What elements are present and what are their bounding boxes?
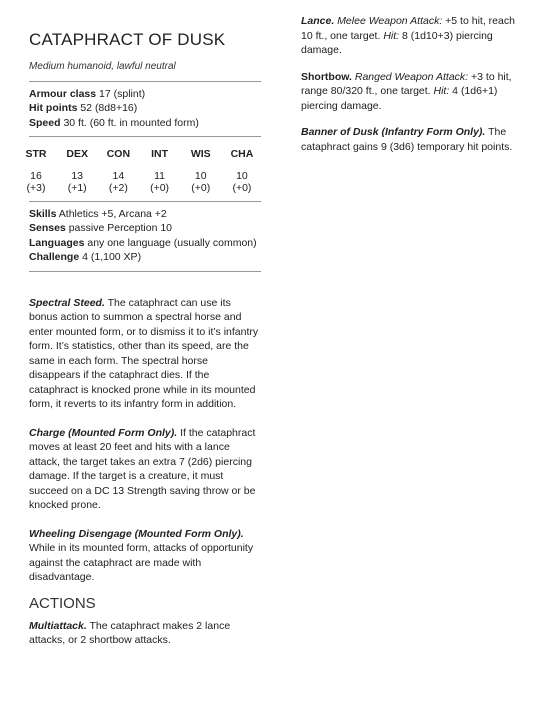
- creature-name: CATAPHRACT OF DUSK: [29, 30, 226, 49]
- secondary-properties: [29, 207, 261, 265]
- core-properties: [29, 87, 261, 131]
- ability-str: STR 16 (+3): [25, 148, 47, 194]
- property-challenge: Challenge 4 (1,100 XP): [29, 251, 142, 263]
- ability-scores: [17, 147, 261, 195]
- property-armour-class: Armour class 17 (splint): [29, 87, 146, 100]
- divider: [29, 81, 261, 82]
- trait-spectral-steed: Spectral Steed. The cataphract can use its bonus action to summon a spectral horse and enter mounted form, or to dismiss it to it’s infantry form. It’s statistics, other than its speed, are the same in each form. The spectral horse disappears if the cataphract dies. If the cataphract is knocked prone while in its mounted form, it reverts to its infantry form in addition.: [29, 296, 259, 410]
- property-senses: Senses passive Perception 10: [29, 222, 173, 234]
- ability-dex: DEX 13 (+1): [66, 148, 88, 194]
- ability-wis: WIS 10 (+0): [190, 148, 211, 194]
- left-column: [25, 24, 261, 662]
- trait-charge: Charge (Mounted Form Only). If the cataphract moves at least 20 feet and hits with a lance attack, the target takes an extra 7 (2d6) piercing damage. If the target is a creature, it must succeed on a DC 13 Strength saving throw or be knocked prone.: [29, 426, 256, 511]
- ability-con: CON 14 (+2): [106, 148, 131, 194]
- action-multiattack: Multiattack. The cataphract makes 2 lance attacks, or 2 shortbow attacks.: [29, 619, 231, 646]
- creature-meta: Medium humanoid, lawful neutral: [29, 61, 176, 72]
- property-languages: Languages any one language (usually common): [29, 236, 257, 249]
- action-shortbow: Shortbow. Ranged Weapon Attack: +3 to hit, range 80/320 ft., one target. Hit: 4 (1d6+1) piercing damage.: [301, 70, 512, 112]
- divider: [29, 201, 261, 202]
- divider: [29, 271, 261, 272]
- ability-cha: CHA 10 (+0): [230, 148, 254, 194]
- action-lance: Lance. Melee Weapon Attack: +5 to hit, reach 10 ft., one target. Hit: 8 (1d10+3) piercing damage.: [301, 15, 515, 56]
- property-speed: Speed 30 ft. (60 ft. in mounted form): [29, 116, 199, 129]
- trait-wheeling-disengage: Wheeling Disengage (Mounted Form Only). While in its mounted form, attacks of opportunity against the cataphract are made with disadvantage.: [29, 527, 254, 583]
- action-banner-of-dusk: Banner of Dusk (Infantry Form Only). The cataphract gains 9 (3d6) temporary hit points.: [301, 126, 513, 153]
- ability-int: INT 11 (+0): [150, 148, 170, 194]
- actions-heading: ACTIONS: [29, 594, 96, 612]
- divider: [29, 136, 261, 137]
- property-skills: Skills Athletics +5, Arcana +2: [29, 207, 167, 220]
- right-column: [301, 14, 526, 166]
- property-hit-points: Hit points 52 (8d8+16): [29, 102, 138, 114]
